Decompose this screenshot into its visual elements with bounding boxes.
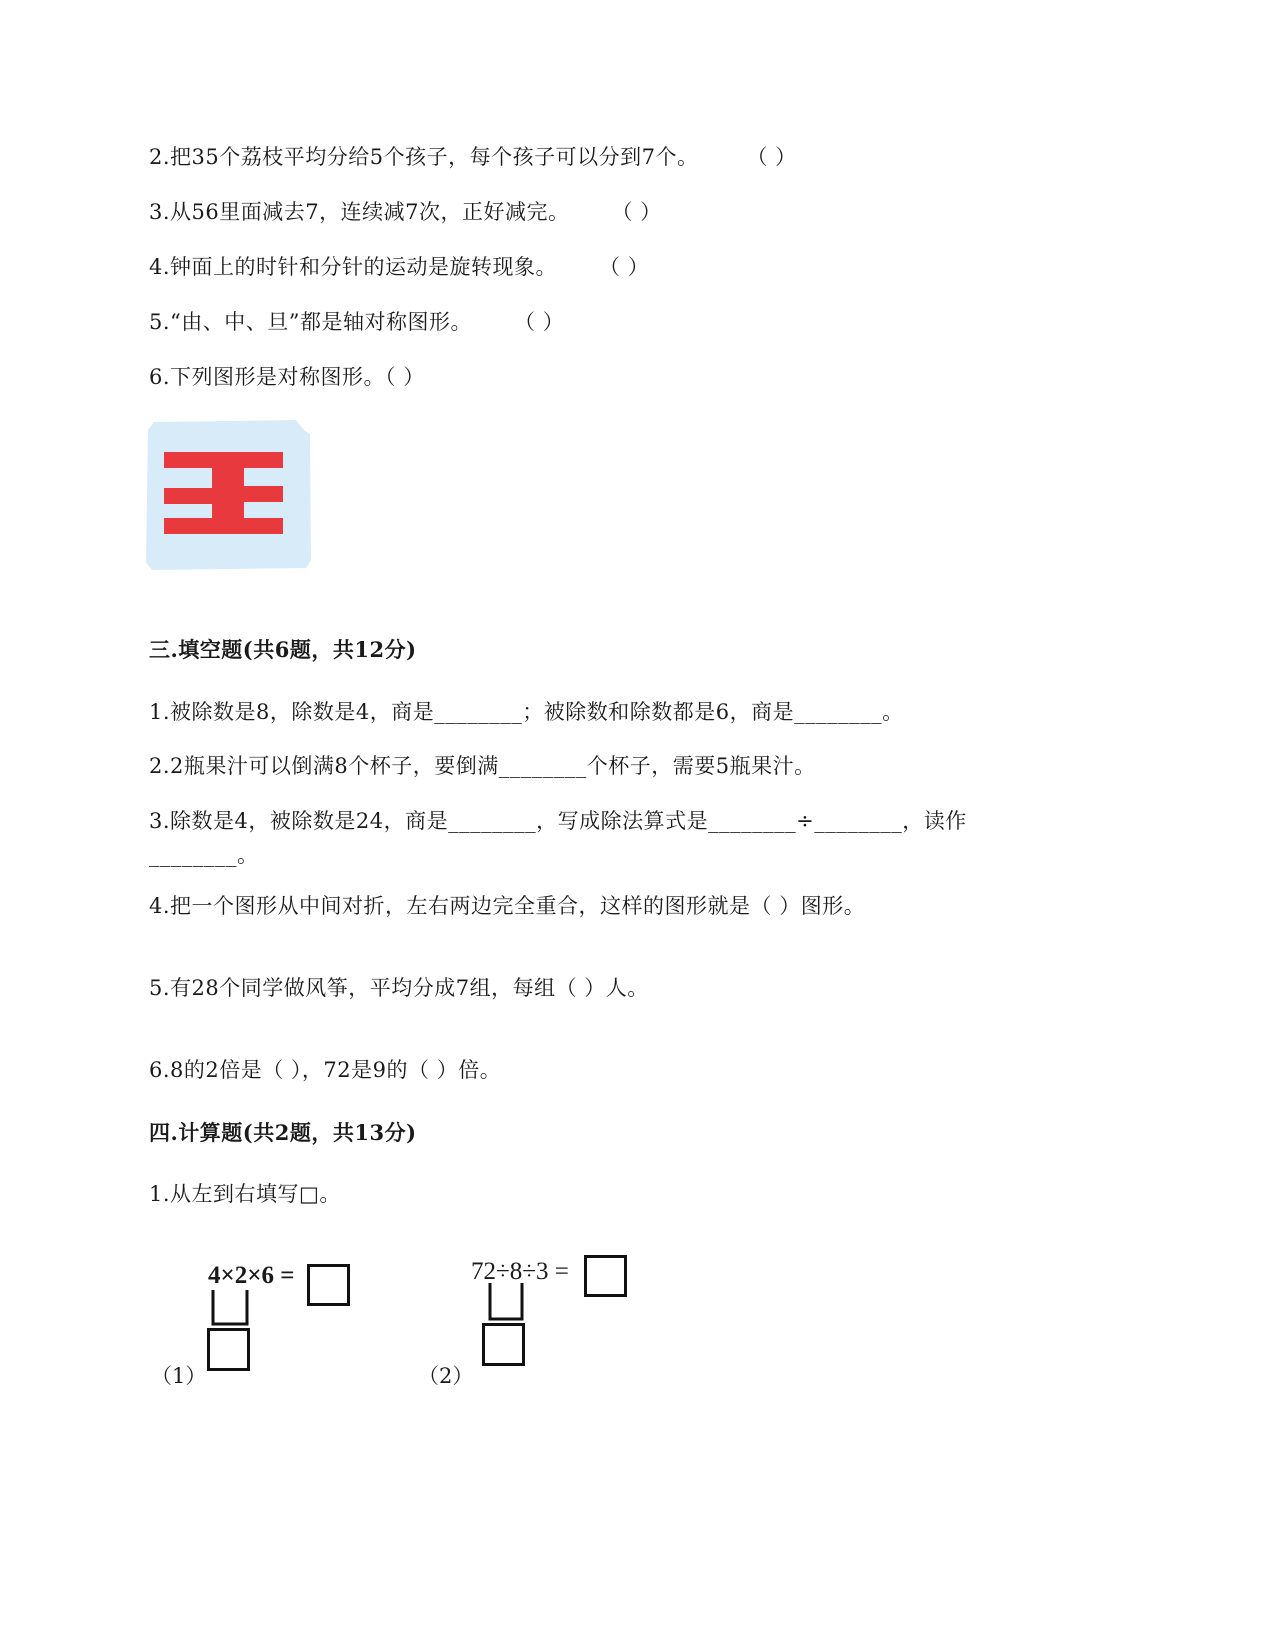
fill-q6: 6.8的2倍是（ ），72是9的（ ）倍。 (149, 1058, 502, 1082)
question-text: 5.“由、中、旦”都是轴对称图形。 (149, 310, 473, 334)
section-heading-calc: 四.计算题(共2题，共13分) (149, 1120, 417, 1145)
bracket-connector (482, 1283, 532, 1323)
problem-1-label: （1） (151, 1364, 207, 1388)
red-comb-shape (164, 452, 283, 534)
answer-bracket: （ ） (599, 255, 650, 279)
problem-1-expression: 4×2×6 = (208, 1262, 295, 1289)
intermediate-answer-box[interactable] (207, 1328, 250, 1371)
answer-bracket: （ ） (611, 200, 662, 224)
judgment-q3 (149, 198, 662, 226)
fill-q4: 4.把一个图形从中间对折，左右两边完全重合，这样的图形就是（ ）图形。 (149, 894, 866, 918)
question-text: 3.从56里面减去7，连续减7次，正好减完。 (149, 200, 570, 224)
calc-q1: 1.从左到右填写□。 (149, 1182, 341, 1206)
problem-2-label: （2） (418, 1364, 474, 1388)
judgment-q5 (149, 308, 564, 336)
problem-2-expression: 72÷8÷3 = (471, 1258, 569, 1285)
answer-bracket: （ ） (514, 310, 565, 334)
judgment-q2 (149, 143, 797, 171)
judgment-q6 (149, 363, 425, 391)
intermediate-answer-box[interactable] (482, 1323, 525, 1366)
answer-bracket: （ ） (385, 365, 425, 389)
symmetric-shape-figure (146, 420, 312, 570)
fill-q5: 5.有28个同学做风筝，平均分成7组，每组（ ）人。 (149, 976, 649, 1000)
question-text: 2.把35个荔枝平均分给5个孩子，每个孩子可以分到7个。 (149, 145, 699, 169)
fill-q2: 2.2瓶果汁可以倒满8个杯子，要倒满________个杯子，需要5瓶果汁。 (149, 754, 816, 778)
answer-box[interactable] (584, 1255, 627, 1297)
fill-q1: 1.被除数是8，除数是4，商是________；被除数和除数都是6，商是________。 (149, 700, 904, 724)
fill-q3-line1: 3.除数是4，被除数是24，商是________，写成除法算式是________÷________，读作 (149, 809, 967, 833)
question-text: 6.下列图形是对称图形。 (149, 365, 386, 389)
question-text: 4.钟面上的时针和分针的运动是旋转现象。 (149, 255, 558, 279)
fill-q3-line2: ________。 (149, 843, 259, 867)
section-heading-fill: 三.填空题(共6题，共12分) (149, 637, 417, 662)
judgment-q4 (149, 253, 649, 281)
answer-bracket: （ ） (746, 145, 797, 169)
answer-box[interactable] (307, 1264, 350, 1306)
bracket-connector (205, 1290, 255, 1330)
